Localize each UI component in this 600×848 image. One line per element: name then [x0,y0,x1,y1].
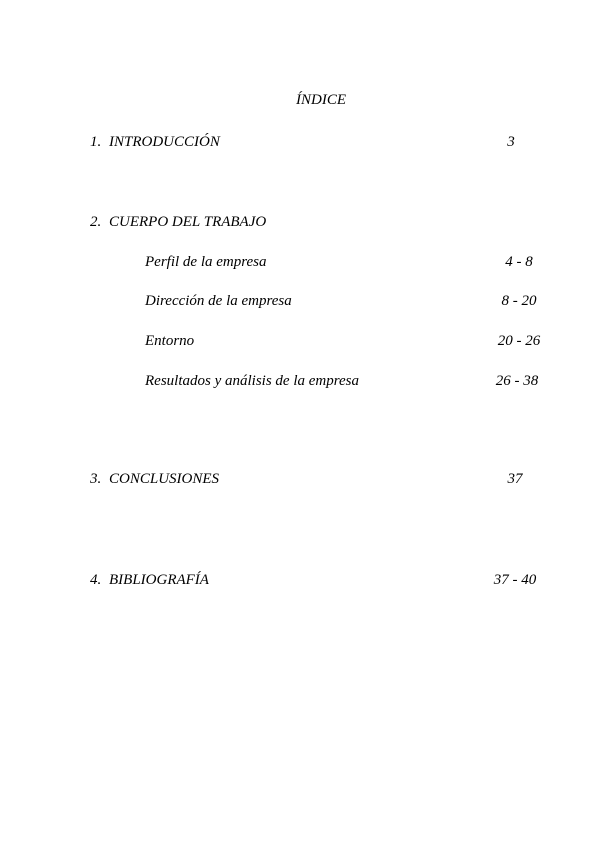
toc-section-bibliografia [0,569,600,591]
toc-section-cuerpo [0,211,600,233]
section-number: 1. [90,134,102,150]
section-number: 4. [90,572,102,588]
subsection-pages: 4 - 8 [505,254,533,270]
toc-section-introduccion [0,131,600,153]
section-pages: 37 [507,471,523,487]
section-label: INTRODUCCIÓN [109,134,220,150]
subsection-pages: 26 - 38 [495,373,539,389]
page-title: ÍNDICE [296,92,346,108]
section-label: CUERPO DEL TRABAJO [109,214,267,230]
section-label: BIBLIOGRAFÍA [109,572,209,588]
section-label: CONCLUSIONES [109,471,220,487]
subsection-label: Resultados y análisis de la empresa [145,373,360,389]
section-pages: 37 - 40 [493,572,537,588]
toc-subsection-perfil [0,251,600,273]
section-number: 2. [90,214,102,230]
section-number: 3. [90,471,102,487]
section-pages: 3 [507,134,515,150]
toc-subsection-resultados [0,370,600,392]
subsection-label: Perfil de la empresa [145,254,267,270]
toc-subsection-entorno [0,330,600,352]
toc-subsection-direccion [0,290,600,312]
subsection-label: Entorno [145,333,195,349]
subsection-pages: 8 - 20 [501,293,537,309]
toc-section-conclusiones [0,468,600,490]
subsection-pages: 20 - 26 [497,333,541,349]
subsection-label: Dirección de la empresa [145,293,292,309]
